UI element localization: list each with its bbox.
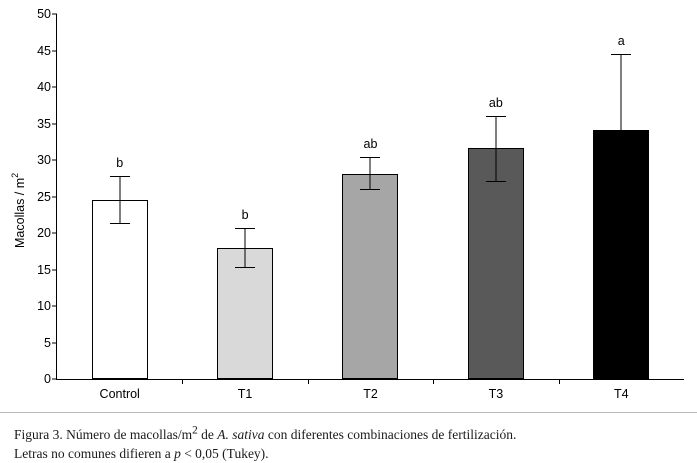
y-tick-label: 45 [37,43,51,58]
y-tick-label: 25 [37,189,51,204]
x-tick-label: T3 [488,387,504,401]
y-tick-label: 20 [37,226,51,240]
error-bar-cap-bottom [360,189,380,190]
caption-p-symbol: p [174,445,181,461]
significance-label: b [116,156,124,171]
bar [92,200,148,379]
plot-area [37,7,684,401]
bar-group [57,14,182,401]
caption-line-1 [14,424,517,442]
x-axis-tick-mark [182,379,183,384]
caption-line2-prefix: Letras no comunes difieren a [14,445,175,461]
bar-group [559,14,684,401]
x-axis-tick-mark [308,379,309,384]
error-bar-cap-top [611,54,631,55]
x-tick-label: Control [99,387,140,401]
significance-label: a [617,34,625,49]
y-tick-label: 35 [37,116,51,131]
error-bar-cap-bottom [110,223,130,224]
bar-series [57,14,684,401]
caption-line1-mid: de [197,426,218,442]
y-tick-label: 30 [37,153,51,167]
x-axis-tick-mark [559,379,560,384]
x-tick-label: T1 [237,387,253,401]
error-bar [370,157,371,189]
x-tick-label: T2 [363,387,378,401]
error-bar [621,54,622,130]
error-bar [495,116,496,181]
bar [593,130,649,379]
y-axis-label [8,140,30,280]
error-bar-cap-top [110,176,130,177]
bar-group [433,14,558,401]
caption-line-2 [14,446,269,461]
caption-line2-suffix: < 0,05 (Tukey). [180,445,269,461]
bar-group [308,14,433,401]
significance-label: ab [363,137,378,152]
error-bar [119,176,120,223]
error-bar-cap-bottom [486,181,506,182]
error-bar-cap-top [235,228,255,229]
caption-line1-suffix: con diferentes combinaciones de fertilización. [264,426,517,442]
y-tick-label: 40 [37,80,51,94]
error-bar-cap-bottom [235,267,255,268]
bar-group [182,14,307,401]
significance-label: b [241,207,249,222]
caption-line1-superscript: 2 [192,424,198,436]
figure-caption [14,421,674,463]
x-tick-label: T4 [613,387,629,401]
caption-line1-prefix: Figura 3. Número de macollas/m [14,426,193,442]
bar [468,148,524,379]
y-axis-label-superscript: 2 [10,172,20,178]
x-axis-tick-mark [433,379,434,384]
bar [342,174,398,379]
error-bar [245,228,246,267]
y-axis-label-text: Macollas / m [13,177,28,248]
error-bar-cap-top [360,157,380,158]
caption-species-name: A. sativa [217,426,265,442]
significance-label: ab [488,96,503,111]
y-tick-label: 15 [37,262,51,277]
y-tick-label: 0 [44,372,51,386]
error-bar-cap-top [486,116,506,117]
y-tick-label: 10 [37,299,51,313]
y-tick-label: 50 [37,7,51,21]
caption-container [0,412,697,463]
y-tick-label: 5 [44,335,51,350]
